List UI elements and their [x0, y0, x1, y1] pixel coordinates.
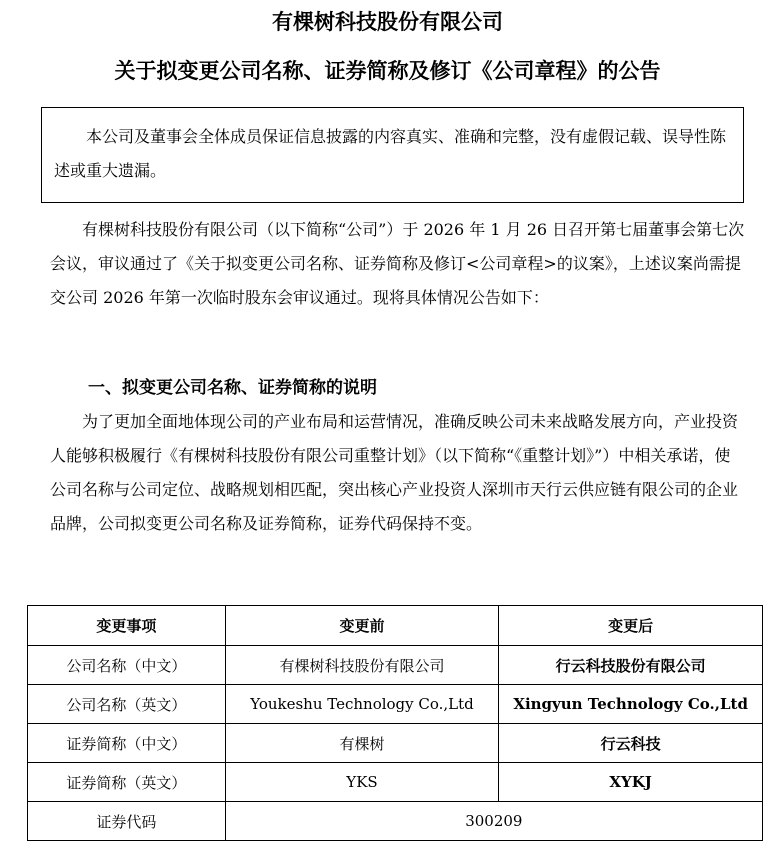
- company-title: 有棵树科技股份有限公司: [272, 9, 503, 34]
- cell-item: 证券代码: [28, 802, 226, 841]
- table-row: [28, 646, 763, 685]
- cell-before: Youkeshu Technology Co.,Ltd: [225, 685, 499, 724]
- cell-item: 证券简称（英文）: [28, 763, 226, 802]
- change-table: [27, 605, 763, 841]
- table-row: [28, 724, 763, 763]
- cell-after: XYKJ: [499, 763, 763, 802]
- cell-after: Xingyun Technology Co.,Ltd: [499, 685, 763, 724]
- statement-box: [41, 107, 744, 203]
- cell-item: 证券简称（中文）: [28, 724, 226, 763]
- section-heading: 一、拟变更公司名称、证券简称的说明: [88, 378, 377, 398]
- cell-item: 公司名称（中文）: [28, 646, 226, 685]
- cell-before: 有棵树: [225, 724, 499, 763]
- table-row: [28, 763, 763, 802]
- header-item: 变更事项: [28, 606, 226, 646]
- cell-code-value: 300209: [225, 802, 762, 841]
- cell-item: 公司名称（英文）: [28, 685, 226, 724]
- statement-text: 本公司及董事会全体成员保证信息披露的内容真实、准确和完整，没有虚假记载、误导性陈述或重大遗漏。: [54, 127, 727, 180]
- table-row-code: [28, 802, 763, 841]
- header-after: 变更后: [499, 606, 763, 646]
- announcement-title: 关于拟变更公司名称、证券简称及修订《公司章程》的公告: [114, 58, 661, 83]
- intro-paragraph: 有棵树科技股份有限公司（以下简称“公司”）于 2026 年 1 月 26 日召开第七届董事会第七次会议，审议通过了《关于拟变更公司名称、证券简称及修订<公司章程>的议案》，上述议案尚需提交公司 2026 年第一次临时股东会审议通过。现将具体情况公告如下：: [50, 220, 745, 307]
- cell-after: 行云科技股份有限公司: [499, 646, 763, 685]
- table-row: [28, 685, 763, 724]
- cell-before: 有棵树科技股份有限公司: [225, 646, 499, 685]
- cell-after: 行云科技: [499, 724, 763, 763]
- cell-before: YKS: [225, 763, 499, 802]
- table-header-row: [28, 606, 763, 646]
- header-before: 变更前: [225, 606, 499, 646]
- section-paragraph: 为了更加全面地体现公司的产业布局和运营情况，准确反映公司未来战略发展方向，产业投资人能够积极履行《有棵树科技股份有限公司重整计划》（以下简称“《重整计划》”）中相关承诺，使公司名称与公司定位、战略规划相匹配，突出核心产业投资人深圳市天行云供应链有限公司的企业品牌，公司拟变更公司名称及证券简称，证券代码保持不变。: [50, 412, 739, 533]
